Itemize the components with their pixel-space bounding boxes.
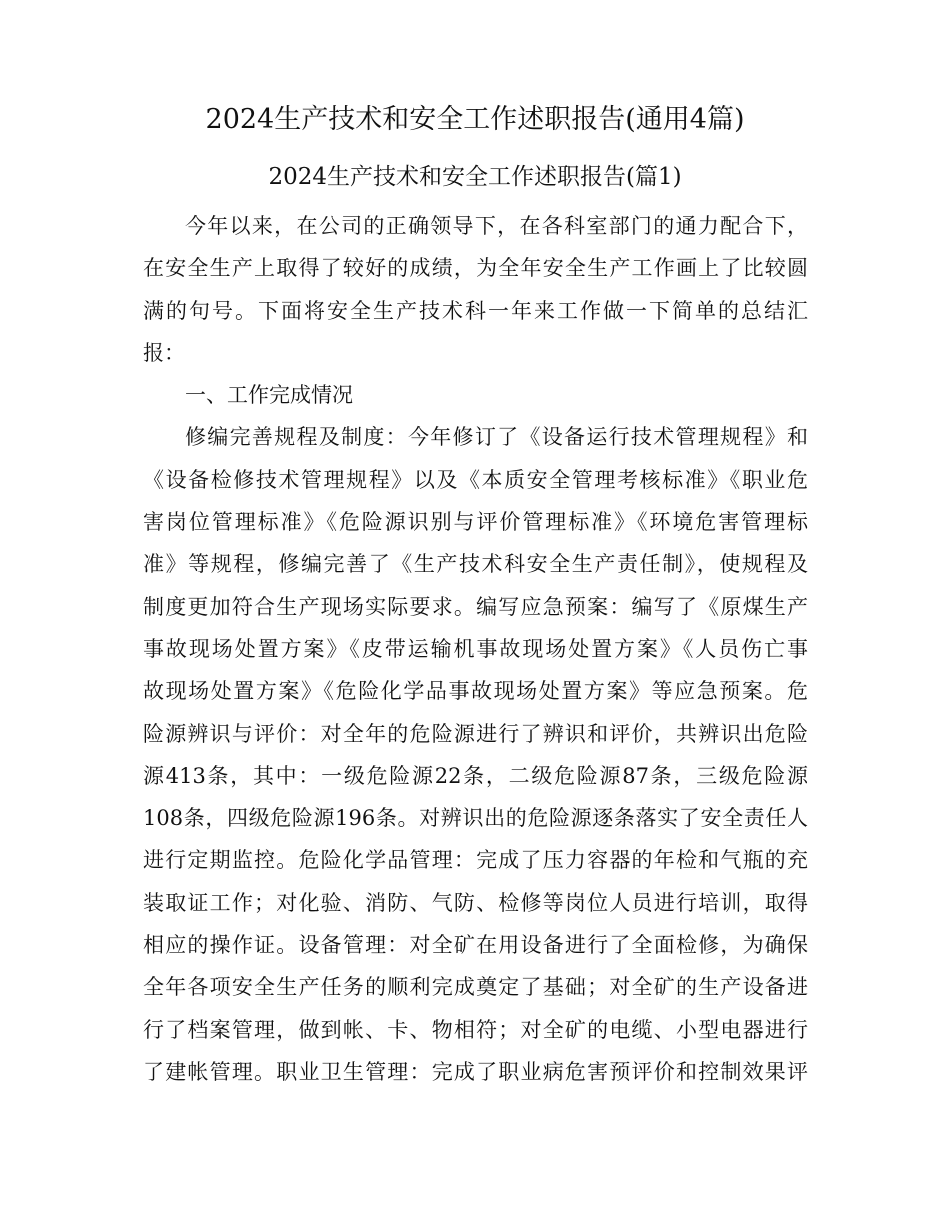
paragraph-line: 108条，四级危险源196条。对辨识出的危险源逐条落实了安全责任人: [143, 806, 808, 831]
paragraph-line: 修编完善规程及制度：今年修订了《设备运行技术管理规程》和: [185, 425, 808, 450]
paragraph-line: 故现场处置方案》《危险化学品事故现场处置方案》等应急预案。危: [143, 679, 808, 704]
paragraph-line: 了建帐管理。职业卫生管理：完成了职业病危害预评价和控制效果评: [143, 1059, 808, 1084]
paragraph-line: 事故现场处置方案》《皮带运输机事故现场处置方案》《人员伤亡事: [143, 636, 808, 661]
paragraph-line: 今年以来，在公司的正确领导下，在各科室部门的通力配合下，: [185, 214, 808, 238]
paragraph-line: 装取证工作；对化验、消防、气防、检修等岗位人员进行培训，取得: [143, 890, 808, 915]
paragraph-line: 害岗位管理标准》《危险源识别与评价管理标准》《环境危害管理标: [143, 510, 808, 535]
section-title: 2024生产技术和安全工作述职报告(篇1): [268, 164, 682, 190]
paragraph-line: 行了档案管理，做到帐、卡、物相符；对全矿的电缆、小型电器进行: [143, 1017, 808, 1042]
paragraph-line: 准》等规程，修编完善了《生产技术科安全生产责任制》，使规程及: [143, 552, 808, 577]
paragraph-line: 险源辨识与评价：对全年的危险源进行了辨识和评价，共辨识出危险: [143, 721, 808, 746]
document-title: 2024生产技术和安全工作述职报告(通用4篇): [205, 104, 745, 135]
paragraph-line: 全年各项安全生产任务的顺利完成奠定了基础；对全矿的生产设备进: [143, 975, 808, 1000]
paragraph-line: 《设备检修技术管理规程》以及《本质安全管理考核标准》《职业危: [143, 467, 808, 492]
section-heading: 一、工作完成情况: [185, 383, 353, 408]
paragraph-line: 报：: [143, 340, 185, 365]
paragraph-line: 制度更加符合生产现场实际要求。编写应急预案：编写了《原煤生产: [143, 594, 808, 619]
paragraph-line: 源413条，其中：一级危险源22条，二级危险源87条，三级危险源: [143, 763, 808, 788]
paragraph-line: 在安全生产上取得了较好的成绩，为全年安全生产工作画上了比较圆: [143, 256, 808, 281]
document-body: [143, 205, 808, 1093]
paragraph-line: 进行定期监控。危险化学品管理：完成了压力容器的年检和气瓶的充: [143, 848, 808, 873]
paragraph-line: 相应的操作证。设备管理：对全矿在用设备进行了全面检修，为确保: [143, 933, 808, 958]
paragraph-line: 满的句号。下面将安全生产技术科一年来工作做一下简单的总结汇: [143, 298, 808, 323]
